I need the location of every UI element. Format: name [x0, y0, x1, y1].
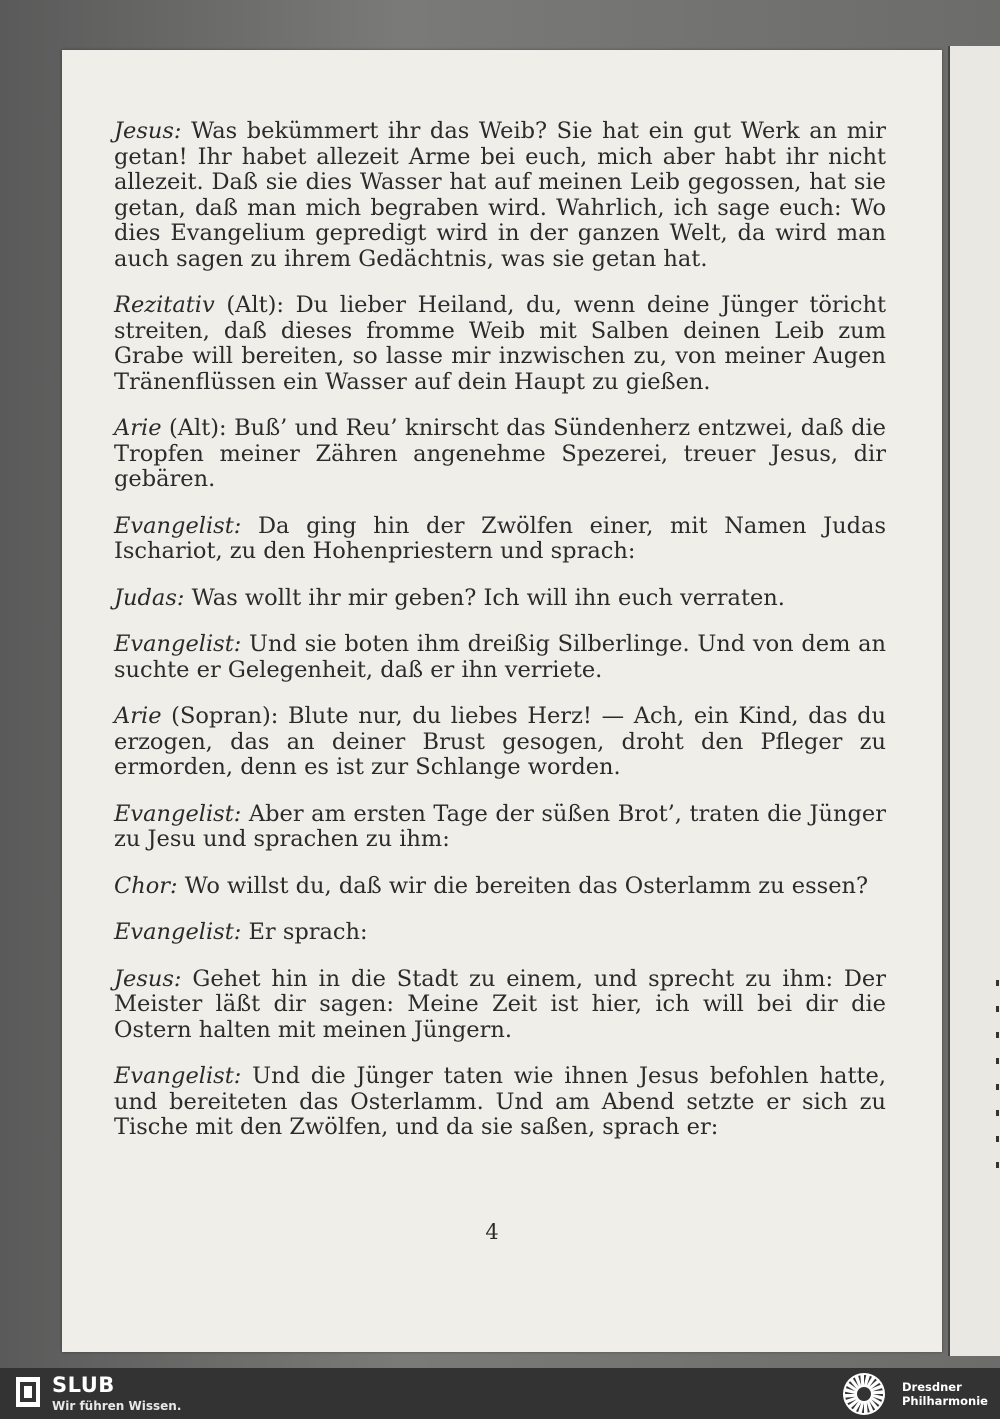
library-tagline: Wir führen Wissen.: [52, 1399, 182, 1413]
partner-name-line1: Dresdner: [902, 1380, 962, 1394]
partner-name[interactable]: [902, 1380, 998, 1408]
speaker-label: Arie: [114, 703, 162, 729]
paragraph: [114, 920, 886, 946]
paragraph: [114, 586, 886, 612]
paragraph-text: Buß’ und Reu’ knirscht das Sündenherz entzwei, daß die Tropfen meiner Zähren angenehme Spezerei, treuer Jesus, dir gebären.: [114, 415, 886, 492]
speaker-label: Jesus:: [114, 118, 182, 144]
paragraph-text: Wo willst du, daß wir die bereiten das Osterlamm zu essen?: [184, 872, 869, 899]
page-number: 4: [485, 1220, 499, 1244]
paragraph-text: Da ging hin der Zwölfen einer, mit Namen Judas Ischariot, zu den Hohenpriestern und sprach:: [114, 512, 887, 564]
speaker-label: Evangelist:: [114, 631, 242, 657]
paragraph: [114, 514, 886, 565]
paragraph: [114, 967, 886, 1044]
paragraph-text: Gehet hin in die Stadt zu einem, und sprecht zu ihm: Der Meister läßt dir sagen: Meine Zeit ist hier, ich will bei dir die Ostern halten mit meinen Jüngern.: [114, 965, 887, 1043]
paragraph: [114, 802, 886, 853]
speaker-label: Evangelist:: [114, 800, 242, 827]
adjacent-page-edge: [948, 46, 1000, 1356]
paragraph: [114, 416, 886, 493]
paragraph-text: Aber am ersten Tage der süßen Brot’, traten die Jünger zu Jesu und sprachen zu ihm:: [114, 800, 887, 852]
viewer-footer-bar: [0, 1368, 1000, 1419]
voice-qualifier: (Alt):: [226, 292, 284, 318]
speaker-label: Rezitativ: [114, 292, 215, 318]
paragraph-text: Was bekümmert ihr das Weib? Sie hat ein gut Werk an mir getan! Ihr habet allezeit Arme bei euch, mich aber habt ihr nicht allezeit. Daß sie dies Wasser hat auf meinen Leib gegossen, hat sie getan, daß man mich begraben wird. Wahrlich, ich sage euch: Wo dies Evangelium gepredigt wird in der ganzen Welt, da wird man auch sagen zu ihrem Gedächtnis, was sie getan hat.: [114, 118, 886, 272]
voice-qualifier: (Sopran):: [171, 703, 279, 729]
speaker-label: Evangelist:: [114, 1063, 242, 1089]
libretto-text: [114, 119, 886, 1162]
voice-qualifier: (Alt):: [169, 415, 227, 441]
speaker-label: Jesus:: [114, 965, 182, 992]
paragraph-text: Und die Jünger taten wie ihnen Jesus befohlen hatte, und bereiteten das Osterlamm. Und am Abend setzte er sich zu Tische mit den Zwölfen, und da sie saßen, sprach er:: [114, 1063, 887, 1140]
partner-name-line2: Philharmonie: [902, 1394, 988, 1408]
dresdner-philharmonie-logo[interactable]: [842, 1372, 886, 1416]
library-name[interactable]: SLUB: [52, 1373, 115, 1397]
paragraph: [114, 119, 886, 272]
paragraph: [114, 1064, 886, 1141]
speaker-label: Judas:: [114, 584, 185, 611]
speaker-label: Arie: [114, 415, 162, 441]
speaker-label: Chor:: [114, 872, 178, 899]
paragraph: [114, 704, 886, 781]
paragraph-text: Blute nur, du liebes Herz! — Ach, ein Kind, das du erzogen, das an deiner Brust gesogen, droht den Pfleger zu ermorden, denn es ist zur Schlange worden.: [114, 703, 887, 780]
paragraph: [114, 293, 886, 395]
paragraph-text: Was wollt ihr mir geben? Ich will ihn euch verraten.: [191, 584, 785, 611]
paragraph: [114, 874, 886, 900]
paragraph-text: Du lieber Heiland, du, wenn deine Jünger töricht streiten, daß dieses fromme Weib mit Salben deinen Leib zum Grabe will bereiten, so lasse mir inzwischen zu, von meiner Augen Tränenflüssen ein Wasser auf dein Haupt zu gießen.: [114, 292, 887, 395]
speaker-label: Evangelist:: [114, 512, 242, 539]
adjacent-page-text-bleed: [996, 980, 999, 1180]
speaker-label: Evangelist:: [114, 919, 242, 945]
paragraph-text: Er sprach:: [248, 919, 368, 945]
paragraph: [114, 632, 886, 683]
slub-logo-icon[interactable]: [16, 1377, 40, 1407]
paragraph-text: Und sie boten ihm dreißig Silberlinge. Und von dem an suchte er Gelegenheit, daß er ihn verriete.: [114, 631, 887, 683]
